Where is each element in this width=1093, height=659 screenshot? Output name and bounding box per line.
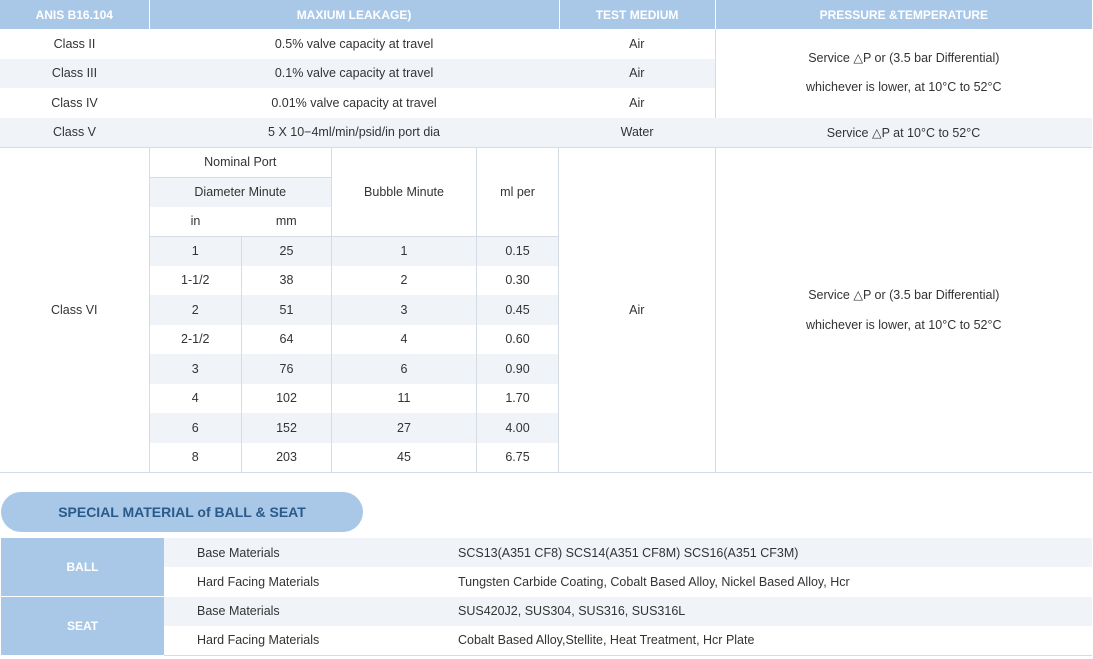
bubble-cell: 45 xyxy=(332,443,477,473)
material-value: SUS420J2, SUS304, SUS316, SUS316L xyxy=(458,597,1092,626)
in-header: in xyxy=(190,214,201,228)
ml-cell: 4.00 xyxy=(477,413,559,443)
leakage-cell: 0.01% valve capacity at travel xyxy=(271,95,437,110)
material-label: Hard Facing Materials xyxy=(164,626,458,655)
table-row xyxy=(1,538,1092,567)
table-row xyxy=(150,266,559,296)
table-row xyxy=(150,413,559,443)
bubble-cell: 1 xyxy=(332,236,477,266)
medium-cell: Air xyxy=(629,36,645,51)
mm-cell: 203 xyxy=(242,443,332,473)
ml-cell: 0.90 xyxy=(477,354,559,384)
medium-cell: Air xyxy=(559,59,715,89)
header-standard: ANIS B16.104 xyxy=(0,0,149,29)
table-row xyxy=(1,626,1092,655)
in-cell: 1 xyxy=(150,236,242,266)
class-vi-detail xyxy=(149,147,559,473)
nominal-port-header: Nominal Port xyxy=(150,148,332,178)
pt-line-1: Service △P or (3.5 bar Differential) xyxy=(808,287,1000,302)
mm-cell: 64 xyxy=(242,325,332,355)
ml-cell: 0.45 xyxy=(477,295,559,325)
class-cell: Class IV xyxy=(51,95,98,110)
material-value: Cobalt Based Alloy,Stellite, Heat Treatment, Hcr Plate xyxy=(458,626,1092,655)
mm-cell: 51 xyxy=(242,295,332,325)
mm-header: mm xyxy=(242,207,332,237)
bubble-minute-header: Bubble Minute xyxy=(332,148,477,237)
bubble-cell: 4 xyxy=(332,325,477,355)
table-row xyxy=(1,567,1092,596)
header-test-medium: TEST MEDIUM xyxy=(559,0,715,29)
in-cell: 2 xyxy=(150,295,242,325)
ml-cell: 6.75 xyxy=(477,443,559,473)
material-value: Tungsten Carbide Coating, Cobalt Based Alloy, Nickel Based Alloy, Hcr xyxy=(458,574,850,589)
table-row xyxy=(150,236,559,266)
table-row xyxy=(150,295,559,325)
table-row xyxy=(150,384,559,414)
medium-cell: Air xyxy=(559,147,715,473)
pt-line-1: Service △P or (3.5 bar Differential) xyxy=(808,51,1000,66)
material-label: Base Materials xyxy=(164,538,458,567)
in-cell: 2-1/2 xyxy=(150,325,242,355)
material-label: Base Materials xyxy=(164,597,458,626)
bubble-cell: 3 xyxy=(332,295,477,325)
pt-line-2: whichever is lower, at 10°C to 52°C xyxy=(806,80,1002,95)
material-value: SCS13(A351 CF8) SCS14(A351 CF8M) SCS16(A351 CF3M) xyxy=(458,538,1092,567)
mm-cell: 102 xyxy=(242,384,332,414)
pressure-temperature-cell: Service △P at 10°C to 52°C xyxy=(715,118,1092,148)
table-row xyxy=(0,29,1092,59)
in-cell: 6 xyxy=(150,413,242,443)
class-cell: Class V xyxy=(0,118,149,148)
group-ball: BALL xyxy=(1,538,164,597)
pressure-temperature-cell xyxy=(715,147,1092,473)
special-material-table xyxy=(1,538,1092,656)
mm-cell: 152 xyxy=(242,413,332,443)
leakage-cell: 5 X 10−4ml/min/psid/in port dia xyxy=(149,118,559,148)
ml-cell: 0.15 xyxy=(477,236,559,266)
bubble-cell: 2 xyxy=(332,266,477,296)
header-max-leakage: MAXIUM LEAKAGE) xyxy=(149,0,559,29)
leakage-cell: 0.1% valve capacity at travel xyxy=(149,59,559,89)
in-cell: 3 xyxy=(150,354,242,384)
group-seat: SEAT xyxy=(1,597,164,656)
mm-cell: 25 xyxy=(242,236,332,266)
special-material-title: SPECIAL MATERIAL of BALL & SEAT xyxy=(1,492,363,532)
class-vi-subtable xyxy=(150,148,560,473)
medium-cell: Air xyxy=(629,95,645,110)
medium-cell: Water xyxy=(559,118,715,148)
mm-cell: 76 xyxy=(242,354,332,384)
table-row xyxy=(150,443,559,473)
class-cell: Class VI xyxy=(0,147,149,473)
in-cell: 8 xyxy=(150,443,242,473)
table-row xyxy=(0,118,1092,148)
table-row xyxy=(150,354,559,384)
ml-per-header: ml per xyxy=(477,148,559,237)
pt-line-2: whichever is lower, at 10°C to 52°C xyxy=(806,317,1002,332)
mm-cell: 38 xyxy=(242,266,332,296)
table-row xyxy=(150,325,559,355)
in-cell: 4 xyxy=(150,384,242,414)
class-cell: Class III xyxy=(0,59,149,89)
bubble-cell: 27 xyxy=(332,413,477,443)
header-pressure-temperature: PRESSURE &TEMPERATURE xyxy=(715,0,1092,29)
leakage-cell: 0.5% valve capacity at travel xyxy=(274,36,434,51)
diameter-minute-header: Diameter Minute xyxy=(150,177,332,207)
class-cell: Class II xyxy=(53,36,96,51)
in-cell: 1-1/2 xyxy=(150,266,242,296)
ml-cell: 0.30 xyxy=(477,266,559,296)
bubble-cell: 11 xyxy=(332,384,477,414)
table-row xyxy=(1,597,1092,626)
ml-cell: 0.60 xyxy=(477,325,559,355)
material-label: Hard Facing Materials xyxy=(197,574,320,589)
class-vi-row xyxy=(0,147,1092,473)
bubble-cell: 6 xyxy=(332,354,477,384)
pressure-temperature-cell xyxy=(715,29,1092,118)
ml-cell: 1.70 xyxy=(477,384,559,414)
